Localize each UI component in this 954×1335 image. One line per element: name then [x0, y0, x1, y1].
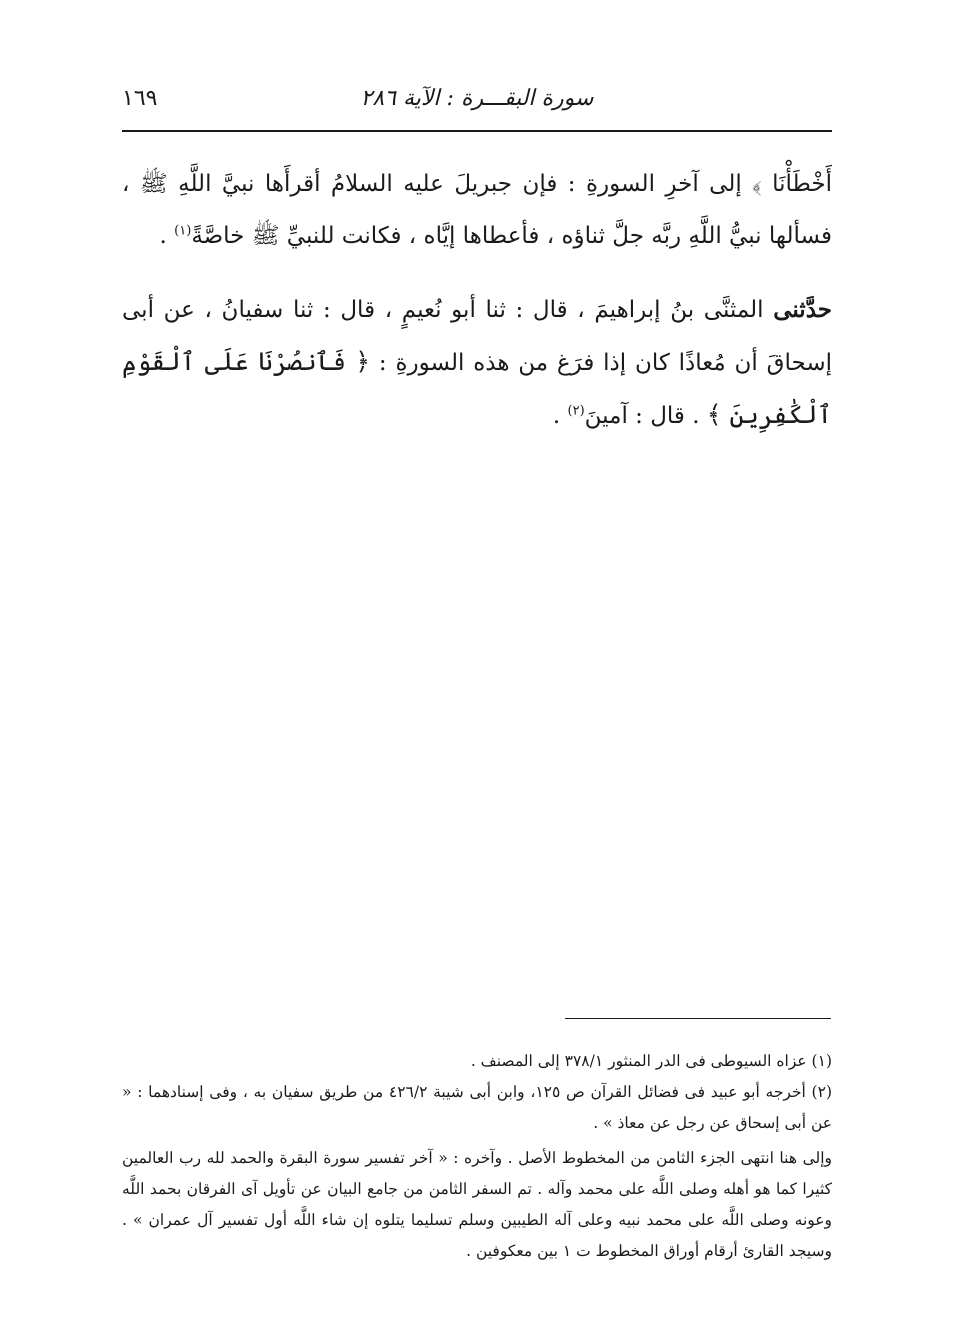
paragraph-2-lead: حدَّثنى	[773, 296, 832, 323]
paragraph-2-after: . قال : آمينَ	[584, 403, 707, 429]
page-number: ١٦٩	[122, 86, 158, 111]
footnote-2: (٢) أخرجه أبو عبيد فى فضائل القرآن ص ١٢٥، وابن أبى شيبة ٤٢٦/٢ من طريق سفيان به ، وفى إسنادهما : « عن أبى إسحاق عن رجل عن معاذ » .	[122, 1083, 832, 1132]
header-rule	[122, 130, 832, 132]
main-text	[122, 158, 832, 442]
footnote-ref-1: (١)	[174, 223, 192, 239]
quran-quote: ﴿ فَٱنصُرْنَا عَلَى ٱلْقَوْمِ ٱلْكَٰفِرِينَ ﴾	[122, 347, 832, 429]
paragraph-1	[122, 158, 832, 262]
footnotes	[122, 1046, 832, 1267]
paragraph-1-text: أَخْطَأْنَا ﴾ إلى آخرِ السورةِ : فإن جبريلَ عليه السلامُ أقرأَها نبيَّ اللَّهِ ﷺ ، فسألها نبيُّ اللَّهِ ربَّه جلَّ ثناؤه ، فأعطاها إيَّاه ، فكانت للنبيِّ ﷺ خاصَّةً	[122, 171, 832, 249]
footnote-ref-2: (٢)	[567, 403, 585, 419]
paragraph-2-end: .	[552, 403, 568, 429]
paragraph-2-text: المثنَّى بنُ إبراهيمَ ، قال : ثنا أبو نُعيمٍ ، قال : ثنا سفيانُ ، عن أبى إسحاقَ أن مُعاذًا كان إذا فرَغ من هذه السورةِ :	[122, 297, 832, 376]
manuscript-closing-note: وإلى هنا انتهى الجزء الثامن من المخطوط الأصل . وآخره : « آخر تفسير سورة البقرة والحمد لله رب العالمين كثيرا كما هو أهله وصلى اللَّه على محمد وآله . تم السفر الثامن من جامع البيان عن تأويل آى الفرقان بحمد اللَّه وعونه وصلى اللَّه على محمد نبيه وعلى آله الطيبين وسلم تسليما يتلوه إن شاء اللَّه أول تفسير آل عمران » . وسيجد القارئ أرقام أوراق المخطوط ت ١ بين معكوفين .	[122, 1149, 832, 1260]
paragraph-2	[122, 284, 832, 442]
footnote-rule	[565, 1018, 831, 1019]
paragraph-1-end: .	[159, 223, 175, 249]
footnote-1: (١) عزاه السيوطى فى الدر المنثور ٣٧٨/١ إلى المصنف .	[470, 1052, 832, 1070]
running-title: سورة البقـــرة : الآية ٢٨٦	[360, 86, 594, 111]
page-header	[122, 86, 832, 122]
